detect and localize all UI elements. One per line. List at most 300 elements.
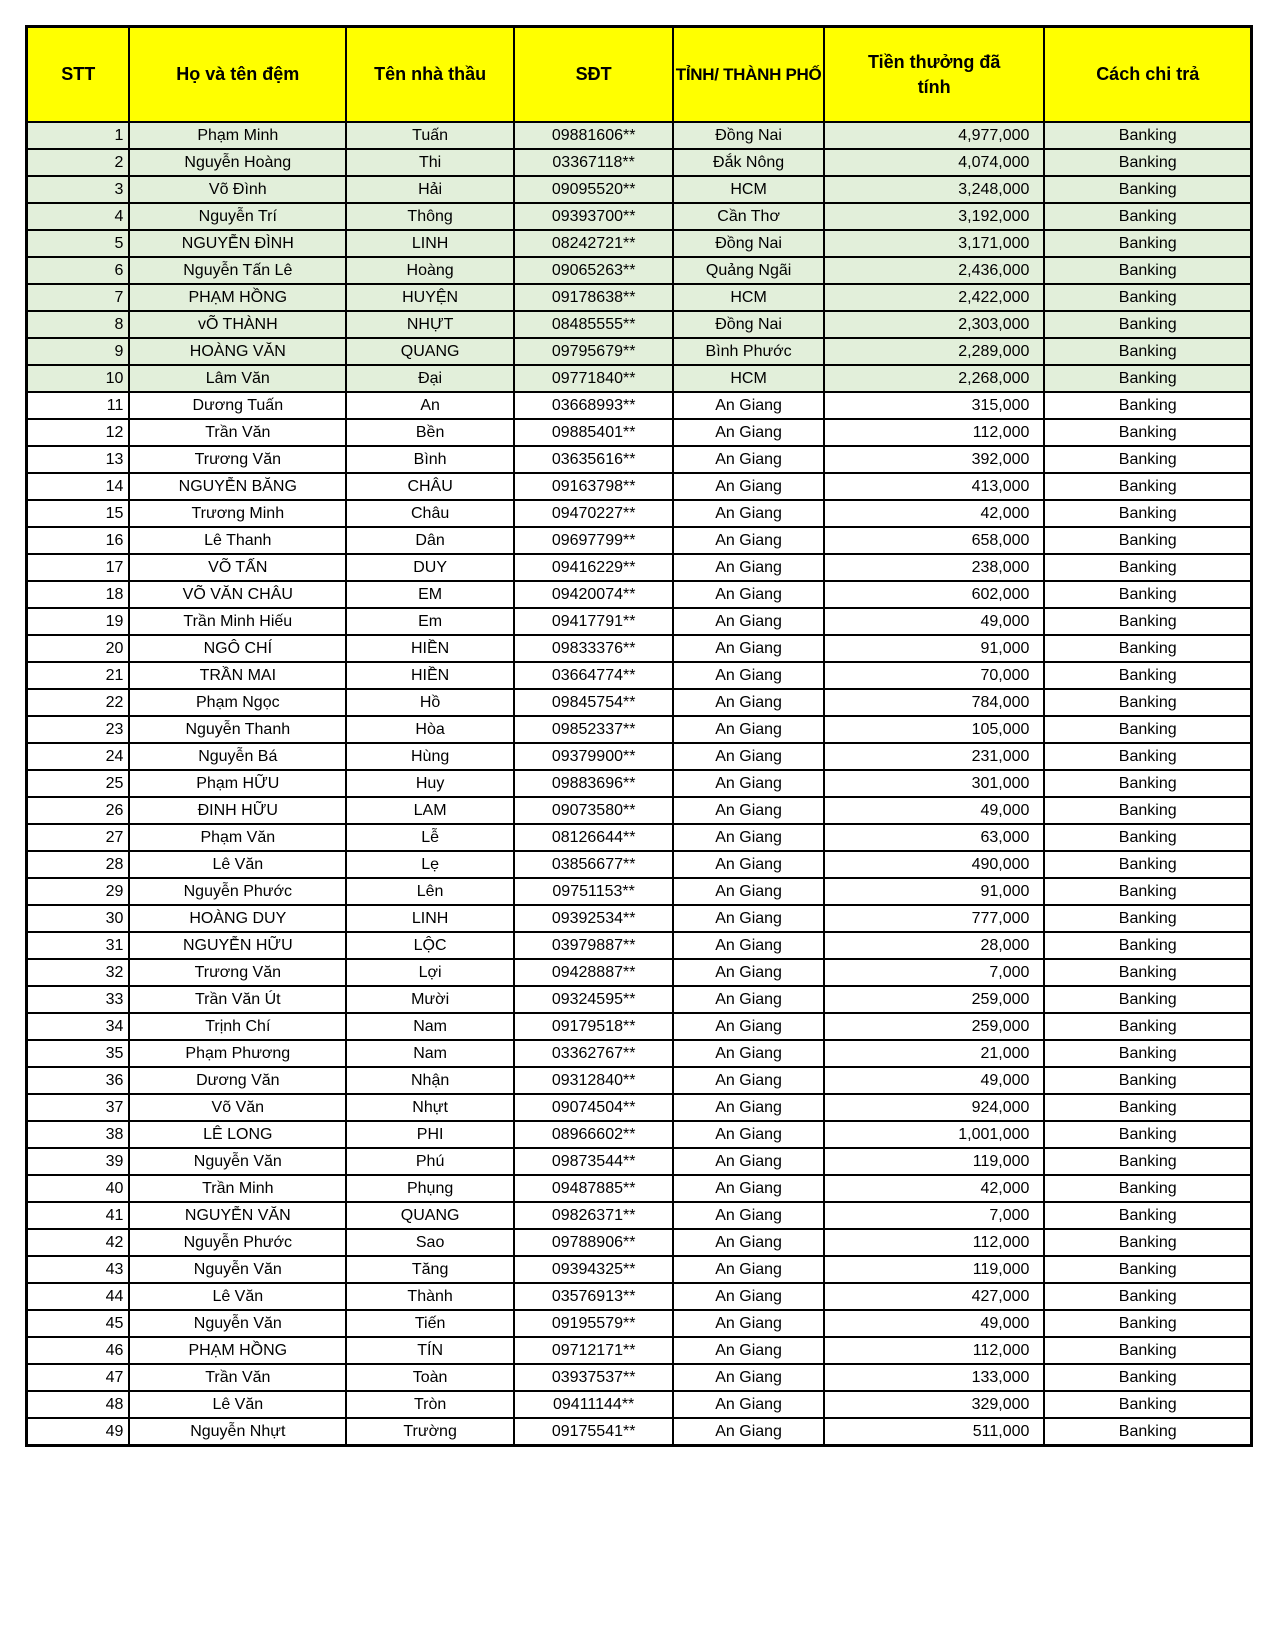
table-row xyxy=(27,1067,1252,1094)
cell-ho: HOÀNG VĂN xyxy=(129,338,346,365)
cell-ho: Lê Văn xyxy=(129,1391,346,1418)
cell-ho: vÕ THÀNH xyxy=(129,311,346,338)
cell-tien: 329,000 xyxy=(824,1391,1045,1418)
cell-tien: 2,436,000 xyxy=(824,257,1045,284)
cell-cach: Banking xyxy=(1044,419,1251,446)
cell-tinh: An Giang xyxy=(673,1040,824,1067)
cell-sdt: 09826371** xyxy=(514,1202,673,1229)
cell-cach: Banking xyxy=(1044,149,1251,176)
cell-stt: 47 xyxy=(27,1364,130,1391)
table-row xyxy=(27,554,1252,581)
table-row xyxy=(27,1148,1252,1175)
cell-cach: Banking xyxy=(1044,1283,1251,1310)
cell-tien: 1,001,000 xyxy=(824,1121,1045,1148)
cell-ho: Trương Minh xyxy=(129,500,346,527)
table-row xyxy=(27,1391,1252,1418)
cell-sdt: 09883696** xyxy=(514,770,673,797)
cell-sdt: 09470227** xyxy=(514,500,673,527)
cell-stt: 35 xyxy=(27,1040,130,1067)
cell-tinh: An Giang xyxy=(673,1283,824,1310)
table-row xyxy=(27,527,1252,554)
cell-cach: Banking xyxy=(1044,689,1251,716)
cell-tien: 7,000 xyxy=(824,959,1045,986)
cell-cach: Banking xyxy=(1044,176,1251,203)
cell-tien: 42,000 xyxy=(824,1175,1045,1202)
cell-ho: NGUYỄN HỮU xyxy=(129,932,346,959)
table-row xyxy=(27,446,1252,473)
cell-ho: LÊ LONG xyxy=(129,1121,346,1148)
cell-tien: 119,000 xyxy=(824,1256,1045,1283)
cell-stt: 37 xyxy=(27,1094,130,1121)
cell-cach: Banking xyxy=(1044,608,1251,635)
cell-tien: 784,000 xyxy=(824,689,1045,716)
cell-ten: Hồ xyxy=(346,689,514,716)
cell-ho: Trần Văn xyxy=(129,1364,346,1391)
cell-ten: Nhựt xyxy=(346,1094,514,1121)
cell-tien: 21,000 xyxy=(824,1040,1045,1067)
cell-tinh: Cần Thơ xyxy=(673,203,824,230)
cell-ho: Lê Văn xyxy=(129,851,346,878)
cell-tien: 42,000 xyxy=(824,500,1045,527)
cell-cach: Banking xyxy=(1044,1337,1251,1364)
cell-ten: Sao xyxy=(346,1229,514,1256)
cell-cach: Banking xyxy=(1044,311,1251,338)
cell-sdt: 03367118** xyxy=(514,149,673,176)
table-row xyxy=(27,743,1252,770)
cell-tinh: An Giang xyxy=(673,608,824,635)
cell-tinh: An Giang xyxy=(673,716,824,743)
cell-stt: 49 xyxy=(27,1418,130,1446)
cell-ho: Trương Văn xyxy=(129,959,346,986)
cell-sdt: 09845754** xyxy=(514,689,673,716)
cell-ho: Lâm Văn xyxy=(129,365,346,392)
cell-tinh: An Giang xyxy=(673,905,824,932)
cell-stt: 26 xyxy=(27,797,130,824)
cell-stt: 6 xyxy=(27,257,130,284)
cell-sdt: 09885401** xyxy=(514,419,673,446)
cell-tinh: An Giang xyxy=(673,1229,824,1256)
cell-stt: 10 xyxy=(27,365,130,392)
cell-cach: Banking xyxy=(1044,257,1251,284)
table-row xyxy=(27,1283,1252,1310)
cell-ho: Phạm Minh xyxy=(129,122,346,149)
cell-sdt: 09178638** xyxy=(514,284,673,311)
cell-tinh: An Giang xyxy=(673,824,824,851)
header-row xyxy=(27,27,1252,123)
cell-ho: Dương Văn xyxy=(129,1067,346,1094)
cell-ho: NGUYỄN VĂN xyxy=(129,1202,346,1229)
table-row xyxy=(27,1040,1252,1067)
cell-stt: 19 xyxy=(27,608,130,635)
cell-sdt: 03856677** xyxy=(514,851,673,878)
cell-cach: Banking xyxy=(1044,905,1251,932)
cell-cach: Banking xyxy=(1044,1202,1251,1229)
cell-tinh: An Giang xyxy=(673,1175,824,1202)
cell-tien: 63,000 xyxy=(824,824,1045,851)
cell-ho: Phạm Ngọc xyxy=(129,689,346,716)
cell-tien: 2,289,000 xyxy=(824,338,1045,365)
cell-tien: 259,000 xyxy=(824,1013,1045,1040)
cell-tien: 2,268,000 xyxy=(824,365,1045,392)
cell-cach: Banking xyxy=(1044,635,1251,662)
cell-ten: LAM xyxy=(346,797,514,824)
cell-stt: 30 xyxy=(27,905,130,932)
column-header-tinh xyxy=(673,27,824,123)
cell-tinh: Đồng Nai xyxy=(673,230,824,257)
cell-cach: Banking xyxy=(1044,1229,1251,1256)
cell-ho: Phạm Phương xyxy=(129,1040,346,1067)
cell-sdt: 03635616** xyxy=(514,446,673,473)
cell-ten: Lợi xyxy=(346,959,514,986)
column-header-ho xyxy=(129,27,346,123)
cell-tinh: An Giang xyxy=(673,1067,824,1094)
cell-cach: Banking xyxy=(1044,959,1251,986)
cell-stt: 15 xyxy=(27,500,130,527)
cell-ho: Nguyễn Nhựt xyxy=(129,1418,346,1446)
table-row xyxy=(27,1013,1252,1040)
cell-sdt: 08126644** xyxy=(514,824,673,851)
cell-tien: 4,074,000 xyxy=(824,149,1045,176)
cell-tinh: An Giang xyxy=(673,1202,824,1229)
cell-cach: Banking xyxy=(1044,203,1251,230)
column-header-sdt xyxy=(514,27,673,123)
column-header-label: STT xyxy=(61,64,96,84)
table-row xyxy=(27,932,1252,959)
cell-stt: 12 xyxy=(27,419,130,446)
cell-tinh: Đồng Nai xyxy=(673,311,824,338)
cell-tinh: An Giang xyxy=(673,419,824,446)
cell-tinh: An Giang xyxy=(673,662,824,689)
table-row xyxy=(27,311,1252,338)
cell-tinh: An Giang xyxy=(673,527,824,554)
cell-sdt: 09417791** xyxy=(514,608,673,635)
table-row xyxy=(27,824,1252,851)
cell-tinh: An Giang xyxy=(673,1364,824,1391)
column-header-label: TỈNH/ THÀNH PHỐ xyxy=(675,65,822,84)
cell-ho: Trần Văn Út xyxy=(129,986,346,1013)
cell-cach: Banking xyxy=(1044,986,1251,1013)
cell-tien: 413,000 xyxy=(824,473,1045,500)
cell-tinh: An Giang xyxy=(673,986,824,1013)
cell-sdt: 09312840** xyxy=(514,1067,673,1094)
cell-tien: 315,000 xyxy=(824,392,1045,419)
table-row xyxy=(27,392,1252,419)
cell-ten: HUYỆN xyxy=(346,284,514,311)
cell-cach: Banking xyxy=(1044,527,1251,554)
cell-tien: 2,422,000 xyxy=(824,284,1045,311)
cell-sdt: 09175541** xyxy=(514,1418,673,1446)
cell-cach: Banking xyxy=(1044,797,1251,824)
cell-tinh: An Giang xyxy=(673,932,824,959)
cell-cach: Banking xyxy=(1044,1013,1251,1040)
cell-ten: Nam xyxy=(346,1040,514,1067)
cell-ten: EM xyxy=(346,581,514,608)
cell-tien: 7,000 xyxy=(824,1202,1045,1229)
cell-tinh: Đắk Nông xyxy=(673,149,824,176)
cell-stt: 41 xyxy=(27,1202,130,1229)
cell-ho: Trần Minh Hiếu xyxy=(129,608,346,635)
cell-tien: 3,171,000 xyxy=(824,230,1045,257)
reward-table-sheet xyxy=(25,25,1253,1447)
cell-ten: Lên xyxy=(346,878,514,905)
cell-sdt: 09795679** xyxy=(514,338,673,365)
cell-ten: Hùng xyxy=(346,743,514,770)
cell-ten: Toàn xyxy=(346,1364,514,1391)
cell-tien: 49,000 xyxy=(824,1067,1045,1094)
cell-ho: Trịnh Chí xyxy=(129,1013,346,1040)
table-row xyxy=(27,1094,1252,1121)
cell-tinh: Bình Phước xyxy=(673,338,824,365)
cell-ho: NGÔ CHÍ xyxy=(129,635,346,662)
cell-stt: 45 xyxy=(27,1310,130,1337)
cell-ho: Nguyễn Văn xyxy=(129,1148,346,1175)
column-header-stt xyxy=(27,27,130,123)
cell-tinh: An Giang xyxy=(673,1013,824,1040)
column-header-cach xyxy=(1044,27,1251,123)
cell-ten: Nhận xyxy=(346,1067,514,1094)
cell-tien: 238,000 xyxy=(824,554,1045,581)
cell-sdt: 09420074** xyxy=(514,581,673,608)
cell-ho: VÕ TẤN xyxy=(129,554,346,581)
cell-sdt: 03937537** xyxy=(514,1364,673,1391)
cell-stt: 40 xyxy=(27,1175,130,1202)
cell-ho: Nguyễn Văn xyxy=(129,1310,346,1337)
cell-ho: Nguyễn Bá xyxy=(129,743,346,770)
cell-ten: DUY xyxy=(346,554,514,581)
cell-ho: Trương Văn xyxy=(129,446,346,473)
table-row xyxy=(27,338,1252,365)
table-row xyxy=(27,203,1252,230)
cell-ten: Bình xyxy=(346,446,514,473)
cell-sdt: 09833376** xyxy=(514,635,673,662)
cell-ho: VÕ VĂN CHÂU xyxy=(129,581,346,608)
column-header-label: Cách chi trả xyxy=(1096,64,1200,84)
cell-ten: Trường xyxy=(346,1418,514,1446)
cell-sdt: 09179518** xyxy=(514,1013,673,1040)
cell-ten: LỘC xyxy=(346,932,514,959)
cell-cach: Banking xyxy=(1044,1310,1251,1337)
cell-sdt: 09416229** xyxy=(514,554,673,581)
cell-ten: QUANG xyxy=(346,338,514,365)
cell-ten: Tiến xyxy=(346,1310,514,1337)
table-row xyxy=(27,635,1252,662)
cell-tinh: An Giang xyxy=(673,1256,824,1283)
cell-sdt: 08485555** xyxy=(514,311,673,338)
table-row xyxy=(27,1175,1252,1202)
cell-stt: 4 xyxy=(27,203,130,230)
column-header-label: SĐT xyxy=(575,64,612,84)
cell-tinh: An Giang xyxy=(673,473,824,500)
cell-ho: Lê Thanh xyxy=(129,527,346,554)
table-row xyxy=(27,1256,1252,1283)
cell-cach: Banking xyxy=(1044,446,1251,473)
cell-stt: 3 xyxy=(27,176,130,203)
column-header-label: Tên nhà thầu xyxy=(374,64,487,84)
cell-sdt: 09095520** xyxy=(514,176,673,203)
cell-stt: 24 xyxy=(27,743,130,770)
cell-sdt: 09771840** xyxy=(514,365,673,392)
cell-ho: Dương Tuấn xyxy=(129,392,346,419)
table-row xyxy=(27,851,1252,878)
cell-ho: Lê Văn xyxy=(129,1283,346,1310)
cell-stt: 21 xyxy=(27,662,130,689)
cell-cach: Banking xyxy=(1044,122,1251,149)
cell-cach: Banking xyxy=(1044,716,1251,743)
cell-tinh: An Giang xyxy=(673,446,824,473)
cell-tien: 2,303,000 xyxy=(824,311,1045,338)
cell-ho: Trần Văn xyxy=(129,419,346,446)
column-header-label: Họ và tên đệm xyxy=(176,64,300,84)
cell-sdt: 08242721** xyxy=(514,230,673,257)
cell-stt: 18 xyxy=(27,581,130,608)
cell-ten: Hòa xyxy=(346,716,514,743)
cell-cach: Banking xyxy=(1044,662,1251,689)
column-header-ten xyxy=(346,27,514,123)
cell-tinh: An Giang xyxy=(673,797,824,824)
table-row xyxy=(27,473,1252,500)
cell-cach: Banking xyxy=(1044,770,1251,797)
cell-stt: 5 xyxy=(27,230,130,257)
cell-sdt: 09074504** xyxy=(514,1094,673,1121)
cell-stt: 20 xyxy=(27,635,130,662)
cell-ten: Thông xyxy=(346,203,514,230)
cell-cach: Banking xyxy=(1044,1040,1251,1067)
cell-ten: Tuấn xyxy=(346,122,514,149)
cell-sdt: 03362767** xyxy=(514,1040,673,1067)
cell-tien: 924,000 xyxy=(824,1094,1045,1121)
cell-ten: Tròn xyxy=(346,1391,514,1418)
cell-tinh: An Giang xyxy=(673,635,824,662)
cell-ho: Nguyễn Văn xyxy=(129,1256,346,1283)
table-row xyxy=(27,581,1252,608)
cell-ho: NGUYỄN ĐÌNH xyxy=(129,230,346,257)
cell-ho: Nguyễn Phước xyxy=(129,1229,346,1256)
cell-ten: Lẹ xyxy=(346,851,514,878)
table-row xyxy=(27,122,1252,149)
cell-tien: 105,000 xyxy=(824,716,1045,743)
cell-sdt: 03576913** xyxy=(514,1283,673,1310)
cell-stt: 25 xyxy=(27,770,130,797)
cell-ten: Phụng xyxy=(346,1175,514,1202)
cell-ho: Nguyễn Tấn Lê xyxy=(129,257,346,284)
cell-tinh: An Giang xyxy=(673,1418,824,1446)
table-row xyxy=(27,1418,1252,1446)
cell-ten: An xyxy=(346,392,514,419)
table-row xyxy=(27,986,1252,1013)
cell-tinh: Quảng Ngãi xyxy=(673,257,824,284)
cell-cach: Banking xyxy=(1044,1364,1251,1391)
table-row xyxy=(27,770,1252,797)
cell-stt: 8 xyxy=(27,311,130,338)
cell-ho: ĐINH HỮU xyxy=(129,797,346,824)
cell-tien: 28,000 xyxy=(824,932,1045,959)
cell-stt: 29 xyxy=(27,878,130,905)
cell-ten: Châu xyxy=(346,500,514,527)
cell-ho: Phạm HỮU xyxy=(129,770,346,797)
cell-sdt: 03664774** xyxy=(514,662,673,689)
cell-tinh: An Giang xyxy=(673,1337,824,1364)
cell-ho: Võ Văn xyxy=(129,1094,346,1121)
cell-tien: 112,000 xyxy=(824,1337,1045,1364)
cell-sdt: 09195579** xyxy=(514,1310,673,1337)
cell-ten: Thành xyxy=(346,1283,514,1310)
cell-ten: Phú xyxy=(346,1148,514,1175)
cell-stt: 14 xyxy=(27,473,130,500)
cell-ho: NGUYỄN BĂNG xyxy=(129,473,346,500)
cell-sdt: 09073580** xyxy=(514,797,673,824)
cell-tien: 231,000 xyxy=(824,743,1045,770)
cell-ten: Lễ xyxy=(346,824,514,851)
cell-tien: 4,977,000 xyxy=(824,122,1045,149)
cell-cach: Banking xyxy=(1044,338,1251,365)
cell-sdt: 09065263** xyxy=(514,257,673,284)
cell-stt: 36 xyxy=(27,1067,130,1094)
cell-sdt: 09852337** xyxy=(514,716,673,743)
cell-sdt: 09873544** xyxy=(514,1148,673,1175)
cell-tinh: An Giang xyxy=(673,1121,824,1148)
cell-tien: 49,000 xyxy=(824,1310,1045,1337)
cell-cach: Banking xyxy=(1044,581,1251,608)
cell-tien: 91,000 xyxy=(824,878,1045,905)
table-row xyxy=(27,905,1252,932)
cell-stt: 11 xyxy=(27,392,130,419)
cell-stt: 46 xyxy=(27,1337,130,1364)
cell-sdt: 09392534** xyxy=(514,905,673,932)
cell-sdt: 09394325** xyxy=(514,1256,673,1283)
cell-tien: 392,000 xyxy=(824,446,1045,473)
cell-tinh: An Giang xyxy=(673,581,824,608)
table-row xyxy=(27,1310,1252,1337)
cell-sdt: 09881606** xyxy=(514,122,673,149)
cell-tinh: An Giang xyxy=(673,878,824,905)
table-row xyxy=(27,419,1252,446)
cell-ten: Đại xyxy=(346,365,514,392)
cell-tien: 112,000 xyxy=(824,1229,1045,1256)
cell-stt: 27 xyxy=(27,824,130,851)
cell-cach: Banking xyxy=(1044,1256,1251,1283)
cell-stt: 17 xyxy=(27,554,130,581)
cell-cach: Banking xyxy=(1044,1094,1251,1121)
cell-tinh: An Giang xyxy=(673,1310,824,1337)
cell-ten: Bền xyxy=(346,419,514,446)
cell-sdt: 09751153** xyxy=(514,878,673,905)
table-row xyxy=(27,1121,1252,1148)
cell-tien: 490,000 xyxy=(824,851,1045,878)
cell-tinh: An Giang xyxy=(673,743,824,770)
cell-tinh: An Giang xyxy=(673,554,824,581)
cell-tien: 777,000 xyxy=(824,905,1045,932)
table-row xyxy=(27,1337,1252,1364)
cell-stt: 48 xyxy=(27,1391,130,1418)
table-row xyxy=(27,149,1252,176)
cell-ho: Nguyễn Thanh xyxy=(129,716,346,743)
cell-tinh: HCM xyxy=(673,284,824,311)
cell-sdt: 09697799** xyxy=(514,527,673,554)
cell-ten: Dân xyxy=(346,527,514,554)
cell-stt: 1 xyxy=(27,122,130,149)
cell-sdt: 09712171** xyxy=(514,1337,673,1364)
cell-sdt: 09487885** xyxy=(514,1175,673,1202)
cell-sdt: 09428887** xyxy=(514,959,673,986)
cell-sdt: 09324595** xyxy=(514,986,673,1013)
cell-ten: PHI xyxy=(346,1121,514,1148)
table-row xyxy=(27,500,1252,527)
table-row xyxy=(27,608,1252,635)
cell-cach: Banking xyxy=(1044,878,1251,905)
table-row xyxy=(27,1364,1252,1391)
cell-cach: Banking xyxy=(1044,230,1251,257)
cell-sdt: 09393700** xyxy=(514,203,673,230)
